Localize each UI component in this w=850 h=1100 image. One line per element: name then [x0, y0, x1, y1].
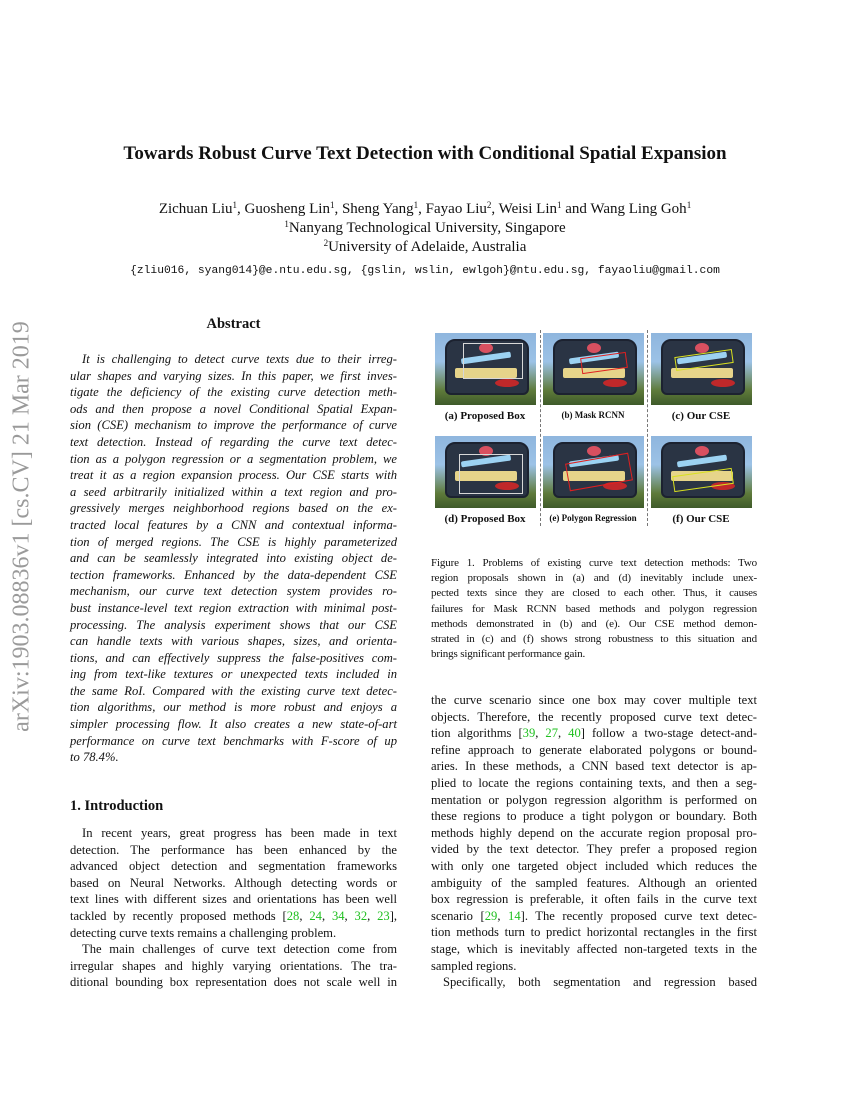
- text-run: gressively merges neighborhood regions based on the ex-: [70, 501, 397, 516]
- text-run: mentation or polygon regression algorithm is performed on: [431, 792, 757, 807]
- text-line: [70, 467, 397, 484]
- text-run: advanced object detection and segmentation frameworks: [70, 859, 397, 874]
- text-run: ,: [535, 726, 546, 741]
- text-run: sion (CSE) mechanism to improve the performance of curve: [70, 418, 397, 433]
- figure-panel-image: [435, 436, 536, 508]
- affiliation-1: [0, 219, 850, 238]
- text-line: [70, 666, 397, 683]
- text-run: , Fayao Liu: [418, 201, 487, 217]
- text-line: [431, 808, 757, 825]
- text-run: text lines with different sizes and orientations has been well: [70, 892, 397, 907]
- citation-link[interactable]: 14: [508, 908, 521, 923]
- affiliation-2: [0, 238, 850, 257]
- text-line: [431, 602, 757, 617]
- text-line: [70, 825, 397, 842]
- panel-label: (a) Proposed Box: [444, 410, 526, 422]
- text-run: ],: [389, 908, 398, 923]
- text-run: these regions to produce a tight polygon or boundary. Both: [431, 809, 757, 824]
- text-run: objects. Therefore, the recently proposed curve text detec-: [431, 709, 757, 724]
- text-run: tracted local features by a CNN and contextual informa-: [70, 517, 397, 532]
- figure-panel-image: [543, 333, 644, 405]
- text-line: [70, 368, 397, 385]
- text-run: irregular shapes and highly varying orientations. The tra-: [70, 958, 397, 973]
- text-run: , Weisi Lin: [491, 201, 558, 217]
- text-line: [70, 534, 397, 551]
- text-run: treat it as a region expansion process. Our CSE starts with: [70, 468, 397, 483]
- text-run: pected texts since they are closed to each other. Thus, it causes: [431, 587, 757, 600]
- detection-overlay: [463, 343, 523, 379]
- text-run: refine approach to generate elaborated polygons or bound-: [431, 742, 757, 757]
- text-line: [70, 716, 397, 733]
- text-line: [431, 924, 757, 941]
- text-run: tection frameworks. Enhanced by the data-dependent CSE: [70, 567, 397, 582]
- decoration: [587, 446, 601, 456]
- text-run: detecting curve texts remains a challenging problem.: [70, 925, 337, 940]
- text-line: [70, 484, 397, 501]
- text-run: mechanism, our curve text detection system provides ro-: [70, 584, 397, 599]
- panel-label: (e) Polygon Regression: [549, 513, 637, 523]
- figure-panel-image: [543, 436, 644, 508]
- decoration: [495, 379, 519, 387]
- text-line: [431, 758, 757, 775]
- citation-link[interactable]: 40: [568, 726, 581, 741]
- text-run: ]. The recently proposed curve text detec-: [520, 908, 758, 923]
- text-line: [431, 875, 757, 892]
- text-line: [70, 500, 397, 517]
- text-line: [431, 647, 757, 662]
- text-run: tion methods turn to predict horizontal rectangles in the first: [431, 925, 757, 940]
- text-run: It is challenging to detect curve texts due to their irreg-: [82, 352, 397, 366]
- citation-link[interactable]: 29: [484, 908, 498, 923]
- text-run: The main challenges of curve text detection come from: [82, 942, 397, 957]
- text-run: and can be seamlessly integrated into existing object de-: [70, 551, 397, 566]
- text-line: [70, 617, 397, 634]
- citation-link[interactable]: 28: [286, 908, 300, 923]
- text-line: [431, 709, 757, 726]
- text-run: stage, which is inevitably affected non-targeted texts in the: [431, 941, 757, 956]
- affiliation-superscript: 1: [413, 200, 419, 210]
- figure-panel-image: [651, 333, 752, 405]
- text-run: scenario [: [431, 908, 485, 923]
- citation-link[interactable]: 24: [309, 908, 322, 923]
- text-run: tion algorithms, our method is more robust and enjoys a: [70, 700, 397, 715]
- text-line: [70, 451, 397, 468]
- text-line: [431, 571, 757, 586]
- detection-overlay: [459, 454, 523, 494]
- text-line: [70, 600, 397, 617]
- arxiv-stamp: arXiv:1903.08836v1 [cs.CV] 21 Mar 2019: [8, 321, 35, 732]
- decoration: [603, 379, 627, 387]
- decoration: [587, 343, 601, 353]
- decoration: [695, 446, 709, 456]
- text-run: methods highly depend on the accurate region proposal pro-: [431, 825, 757, 840]
- sign-lettering-graphic: [677, 455, 727, 468]
- author-list: [0, 200, 850, 219]
- text-line: [431, 958, 757, 975]
- figure-panel-image: [651, 436, 752, 508]
- text-run: methods demonstrated in (b) and (e). Our CSE method demon-: [431, 617, 757, 630]
- text-run: simpler processing flow. It also creates a new state-of-art: [70, 717, 397, 732]
- text-line: [431, 556, 757, 571]
- text-line: [431, 908, 757, 925]
- text-line: [431, 725, 757, 742]
- text-line: [431, 858, 757, 875]
- text-run: ditional bounding box representation does not scale well in: [70, 975, 397, 990]
- text-line: [70, 974, 397, 991]
- text-line: [70, 749, 397, 766]
- text-line: [70, 434, 397, 451]
- affiliation-superscript: 1: [329, 200, 335, 210]
- text-line: [431, 974, 757, 991]
- introduction-heading: 1. Introduction: [70, 798, 164, 814]
- text-run: ,: [497, 908, 509, 923]
- panel-label: (f) Our CSE: [672, 513, 730, 525]
- text-line: [70, 683, 397, 700]
- decoration: [711, 379, 735, 387]
- panel-label: (b) Mask RCNN: [561, 410, 625, 420]
- text-run: ,: [344, 908, 355, 923]
- text-run: ,: [299, 908, 310, 923]
- text-line: [70, 925, 397, 942]
- text-line: [431, 632, 757, 647]
- text-run: ] follow a two-stage detect-and-: [580, 726, 758, 741]
- affiliation-superscript: 1: [232, 200, 238, 210]
- text-run: tions, and can effectively suppress the false-positives com-: [70, 650, 397, 665]
- text-line: [431, 617, 757, 632]
- text-run: ,: [558, 726, 569, 741]
- text-line: [70, 633, 397, 650]
- text-run: box regression is preferable, it often fails in the curve text: [431, 892, 757, 907]
- affiliation-superscript: 1: [557, 200, 562, 210]
- text-run: Nanyang Technological University, Singapore: [288, 220, 566, 236]
- text-line: [70, 517, 397, 534]
- text-line: [431, 792, 757, 809]
- text-line: [70, 891, 397, 908]
- text-line: [431, 825, 757, 842]
- text-line: [70, 875, 397, 892]
- text-line: [70, 417, 397, 434]
- text-line: [431, 586, 757, 601]
- figure-caption: [431, 556, 757, 662]
- text-line: [70, 958, 397, 975]
- text-run: strated in (c) and (f) shows strong robustness to this situation and: [431, 632, 757, 645]
- text-run: ,: [321, 908, 332, 923]
- text-run: region proposals shown in (a) and (d) inevitably include unex-: [431, 572, 757, 585]
- text-run: aries. In these methods, a CNN based text detector is ap-: [431, 759, 757, 774]
- abstract-heading: Abstract: [206, 316, 261, 332]
- citation-link[interactable]: 39: [522, 726, 536, 741]
- text-line: [70, 550, 397, 567]
- text-run: based on Neural Networks. Although detecting words or: [70, 875, 397, 890]
- citation-link[interactable]: 23: [377, 908, 390, 923]
- text-run: processing. The analysis experiment shows that our CSE: [70, 617, 397, 632]
- text-line: [431, 775, 757, 792]
- text-run: Zichuan Liu: [158, 201, 233, 217]
- text-run: ambiguity of the sampled features. Although an oriented: [431, 875, 757, 890]
- text-run: brings significant performance gain.: [431, 648, 586, 661]
- paper-title: Towards Robust Curve Text Detection with Conditional Spatial Expansion: [123, 143, 727, 164]
- text-line: [70, 858, 397, 875]
- affiliation-superscript: 1: [284, 219, 289, 229]
- text-line: [70, 583, 397, 600]
- text-run: vided by the text detector. They prefer a proposed region: [431, 842, 757, 857]
- text-line: [431, 692, 757, 709]
- text-run: tion algorithms [: [431, 726, 523, 741]
- text-run: tigate the deficiency of the existing curve detection meth-: [70, 385, 397, 400]
- figure-panel-image: [435, 333, 536, 405]
- text-run: a seed arbitrarily initialized within a text region and pro-: [70, 484, 397, 499]
- abstract-body: [70, 351, 397, 766]
- text-run: ular shapes and varying sizes. In this paper, we first inves-: [70, 368, 397, 383]
- right-column-body: [431, 692, 757, 991]
- panel-label: (d) Proposed Box: [444, 513, 526, 525]
- text-line: [70, 384, 397, 401]
- text-run: with only one targeted object included which reduces the: [431, 858, 757, 873]
- text-line: [431, 891, 757, 908]
- text-line: [70, 941, 397, 958]
- text-run: Specifically, both segmentation and regression based: [443, 975, 757, 990]
- text-run: the same RoI. Compared with the existing curve text detec-: [70, 683, 397, 698]
- text-run: plied to locate the regions containing texts, and then a seg-: [431, 775, 757, 790]
- text-line: [70, 842, 397, 859]
- text-run: ,: [367, 908, 378, 923]
- introduction-body: [70, 825, 397, 991]
- text-line: [70, 733, 397, 750]
- text-run: tion as a polygon regression or a segmentation problem, we: [70, 451, 397, 466]
- affiliation-superscript: 2: [486, 200, 492, 210]
- text-run: text detection. Instead of regarding the curve text detec-: [70, 434, 397, 449]
- text-run: bust instance-level text region extraction with minimal post-: [70, 600, 397, 615]
- text-run: Figure 1. Problems of existing curve text detection methods: Two: [431, 557, 757, 569]
- text-run: performance on curve text benchmarks with F-score of up: [70, 733, 397, 748]
- text-run: ods and then propose a novel Conditional Spatial Expan-: [70, 401, 397, 416]
- text-line: [70, 401, 397, 418]
- text-line: [431, 941, 757, 958]
- text-run: and Wang Ling Goh: [561, 201, 687, 217]
- text-run: tackled by recently proposed methods [: [70, 908, 287, 923]
- text-run: ing from text-like textures or unexpected texts included in: [70, 667, 397, 682]
- text-run: sampled regions.: [431, 958, 517, 973]
- citation-link[interactable]: 32: [354, 908, 368, 923]
- text-run: , Guosheng Lin: [237, 201, 330, 217]
- text-run: to 78.4%.: [70, 750, 119, 765]
- text-run: failures for Mask RCNN based methods and polygon regression: [431, 602, 757, 615]
- text-line: [70, 699, 397, 716]
- author-emails: {zliu016, syang014}@e.ntu.edu.sg, {gslin, wslin, ewlgoh}@ntu.edu.sg, fayaoliu@gmail.com: [130, 265, 720, 277]
- text-run: University of Adelaide, Australia: [328, 239, 527, 255]
- panel-label: (c) Our CSE: [671, 410, 731, 422]
- affiliation-superscript: 2: [323, 238, 329, 248]
- text-run: detection. The performance has been enhanced by the: [70, 842, 397, 857]
- panel-divider: [540, 330, 541, 526]
- text-line: [70, 567, 397, 584]
- text-run: , Sheng Yang: [334, 201, 414, 217]
- text-line: [70, 908, 397, 925]
- text-run: the curve scenario since one box may cover multiple text: [431, 693, 757, 707]
- text-line: [431, 841, 757, 858]
- affiliation-superscript: 1: [686, 200, 692, 210]
- text-run: can handle texts with various shapes, sizes, and orienta-: [70, 634, 397, 649]
- panel-divider: [647, 330, 648, 526]
- citation-link[interactable]: 34: [331, 908, 345, 923]
- text-line: [70, 351, 397, 368]
- text-line: [70, 650, 397, 667]
- citation-link[interactable]: 27: [545, 726, 558, 741]
- text-run: tion of merged regions. The CSE is highly parameterized: [70, 534, 397, 549]
- text-line: [431, 742, 757, 759]
- text-run: In recent years, great progress has been made in text: [82, 826, 397, 840]
